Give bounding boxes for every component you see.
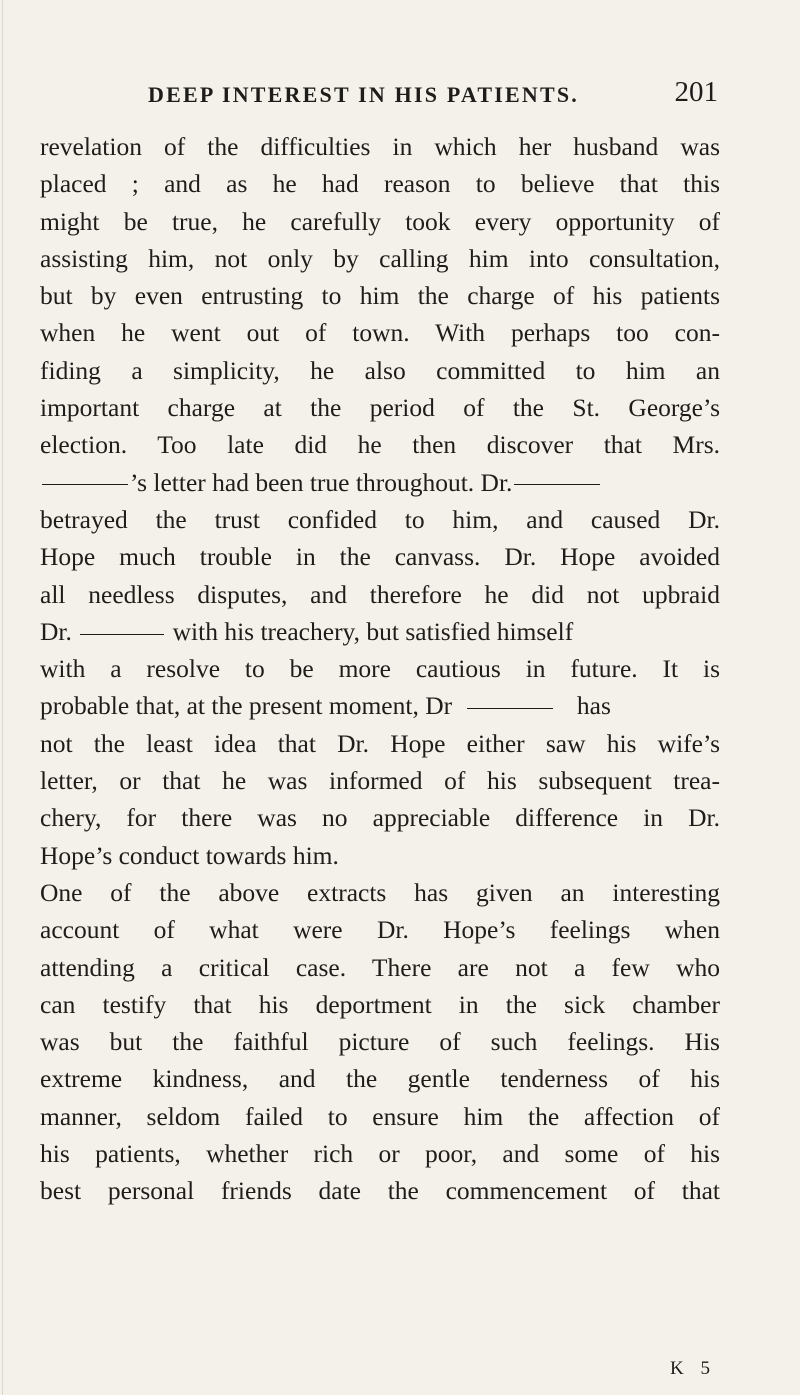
text-line: manner, seldom failed to ensure him the affection of bbox=[40, 1101, 720, 1131]
text-line-with-dashes bbox=[40, 613, 720, 650]
name-omission-dash bbox=[467, 708, 553, 709]
text-line: not the least idea that Dr. Hope either saw his wife’s bbox=[40, 728, 720, 758]
text-line: One of the above extracts has given an interesting bbox=[40, 877, 720, 907]
text-line: all needless disputes, and therefore he did not upbraid bbox=[40, 579, 720, 609]
text-line: was but the faithful picture of such feelings. His bbox=[40, 1027, 720, 1057]
text-line: betrayed the trust confided to him, and caused Dr. bbox=[40, 504, 720, 534]
text-line: extreme kindness, and the gentle tenderness of his bbox=[40, 1064, 720, 1094]
text-fragment: with his treachery, but satisfied himself bbox=[172, 616, 574, 646]
page-edge-rule bbox=[2, 0, 3, 1395]
text-line: when he went out of town. With perhaps too con- bbox=[40, 318, 720, 348]
name-omission-dash bbox=[42, 484, 128, 485]
text-line: letter, or that he was informed of his subsequent trea- bbox=[40, 766, 720, 796]
page-header bbox=[148, 76, 718, 116]
text-fragment: Dr. bbox=[40, 616, 72, 646]
text-line: fiding a simplicity, he also committed to him an bbox=[40, 355, 720, 385]
text-line: attending a critical case. There are not a few who bbox=[40, 952, 720, 982]
text-line: election. Too late did he then discover that Mrs. bbox=[40, 430, 720, 460]
running-head: DEEP INTEREST IN HIS PATIENTS. bbox=[148, 82, 579, 107]
signature-mark: K 5 bbox=[670, 1358, 716, 1379]
page-number: 201 bbox=[674, 76, 718, 108]
body-text bbox=[40, 128, 720, 1210]
text-line: can testify that his deportment in the sick chamber bbox=[40, 989, 720, 1019]
text-line-with-dashes bbox=[40, 687, 720, 724]
text-line: but by even entrusting to him the charge of his patients bbox=[40, 281, 720, 311]
text-line: Hope’s conduct towards him. bbox=[40, 840, 339, 870]
text-line: best personal friends date the commencement of that bbox=[40, 1176, 720, 1206]
text-line: with a resolve to be more cautious in future. It is bbox=[40, 654, 720, 684]
name-omission-dash bbox=[80, 634, 164, 635]
text-fragment: probable that, at the present moment, Dr bbox=[40, 691, 453, 721]
text-line: might be true, he carefully took every opportunity of bbox=[40, 206, 720, 236]
text-fragment: ’s letter had been true throughout. Dr. bbox=[130, 467, 513, 497]
text-line: important charge at the period of the St. George’s bbox=[40, 393, 720, 423]
text-line: his patients, whether rich or poor, and some of his bbox=[40, 1139, 720, 1169]
text-line: revelation of the difficulties in which her husband was bbox=[40, 132, 720, 161]
text-line: chery, for there was no appreciable difference in Dr. bbox=[40, 803, 720, 833]
text-line: Hope much trouble in the canvass. Dr. Hope avoided bbox=[40, 542, 720, 572]
text-line: assisting him, not only by calling him into consultation, bbox=[40, 243, 720, 273]
text-line: account of what were Dr. Hope’s feelings when bbox=[40, 915, 720, 945]
name-omission-dash bbox=[514, 484, 600, 485]
text-fragment: has bbox=[576, 691, 611, 721]
text-line: placed ; and as he had reason to believe that this bbox=[40, 169, 720, 199]
text-line-with-dashes bbox=[40, 464, 720, 501]
